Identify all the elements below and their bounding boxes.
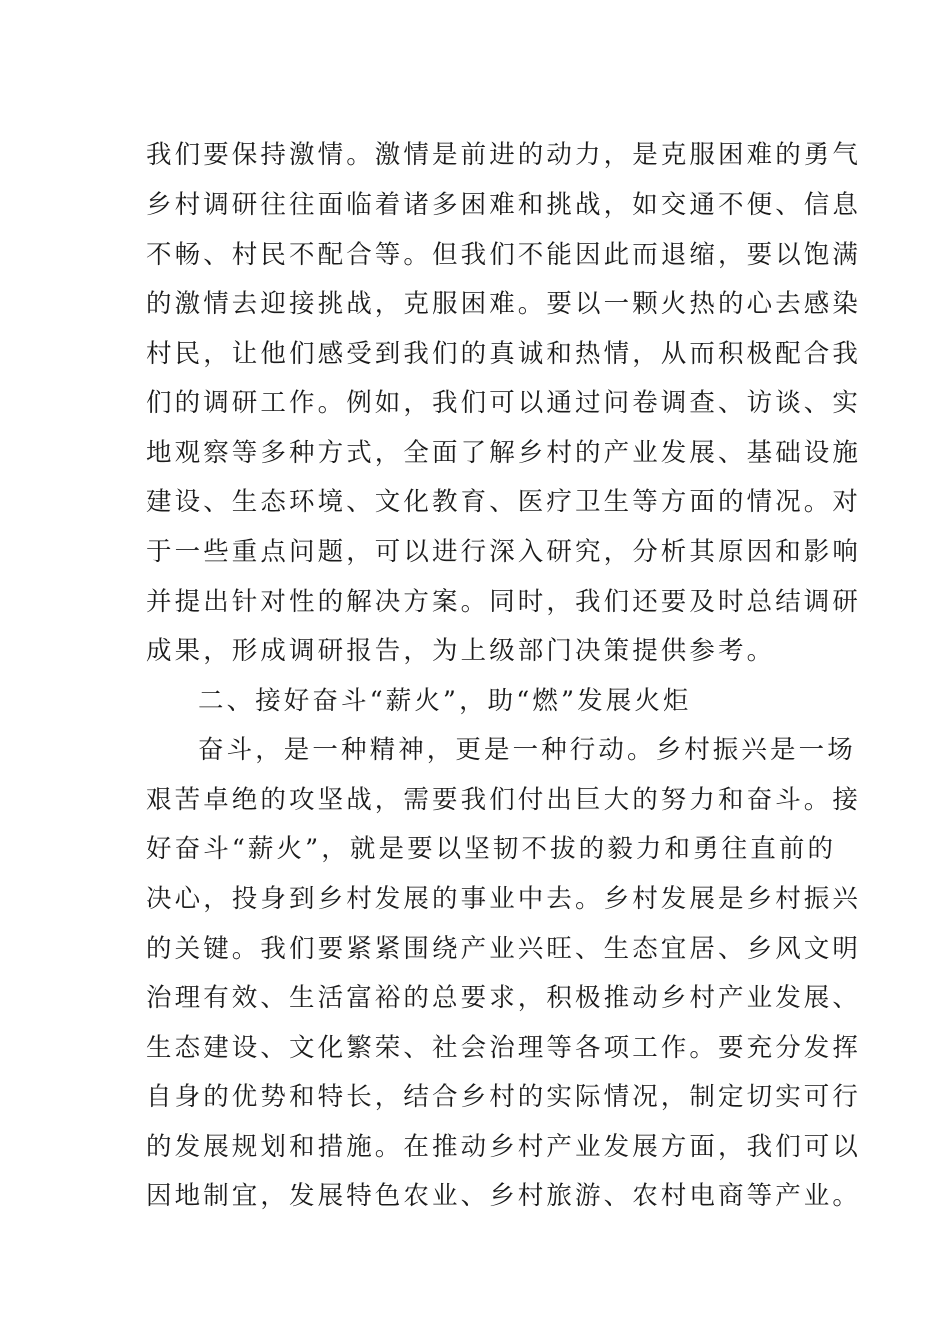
- text-line: 艰苦卓绝的攻坚战，需要我们付出巨大的努力和奋斗。接: [146, 785, 862, 815]
- text-line: 不畅、村民不配合等。但我们不能因此而退缩，要以饱满: [146, 240, 862, 270]
- text-line: 的关键。我们要紧紧围绕产业兴旺、生态宜居、乡风文明: [146, 934, 862, 964]
- text-line: 我们要保持激情。激情是前进的动力，是克服困难的勇气: [146, 140, 862, 170]
- text-line: 的激情去迎接挑战，克服困难。要以一颗火热的心去感染: [146, 289, 862, 319]
- text-line: 村民，让他们感受到我们的真诚和热情，从而积极配合我: [146, 339, 862, 369]
- text-line: 因地制宜，发展特色农业、乡村旅游、农村电商等产业。: [146, 1181, 862, 1211]
- text-line: 治理有效、生活富裕的总要求，积极推动乡村产业发展、: [146, 983, 862, 1013]
- text-line: 决心，投身到乡村发展的事业中去。乡村发展是乡村振兴: [146, 884, 862, 914]
- text-line: 于一些重点问题，可以进行深入研究，分析其原因和影响: [146, 537, 862, 567]
- text-line: 好奋斗“薪火”，就是要以坚韧不拔的毅力和勇往直前的: [146, 834, 837, 864]
- text-line: 的发展规划和措施。在推动乡村产业发展方面，我们可以: [146, 1132, 862, 1162]
- section-heading: 二、接好奋斗“薪火”，助“燃”发展火炬: [198, 686, 692, 716]
- text-line: 生态建设、文化繁荣、社会治理等各项工作。要充分发挥: [146, 1033, 862, 1063]
- text-line: 地观察等多种方式，全面了解乡村的产业发展、基础设施: [146, 438, 862, 468]
- paragraph-first-line: 奋斗，是一种精神，更是一种行动。乡村振兴是一场: [198, 735, 856, 765]
- text-line: 乡村调研往往面临着诸多困难和挑战，如交通不便、信息: [146, 190, 862, 220]
- text-line: 们的调研工作。例如，我们可以通过问卷调查、访谈、实: [146, 388, 862, 418]
- text-line: 自身的优势和特长，结合乡村的实际情况，制定切实可行: [146, 1082, 862, 1112]
- text-line: 建设、生态环境、文化教育、医疗卫生等方面的情况。对: [146, 487, 862, 517]
- text-line: 成果，形成调研报告，为上级部门决策提供参考。: [146, 636, 776, 666]
- text-line: 并提出针对性的解决方案。同时，我们还要及时总结调研: [146, 587, 862, 617]
